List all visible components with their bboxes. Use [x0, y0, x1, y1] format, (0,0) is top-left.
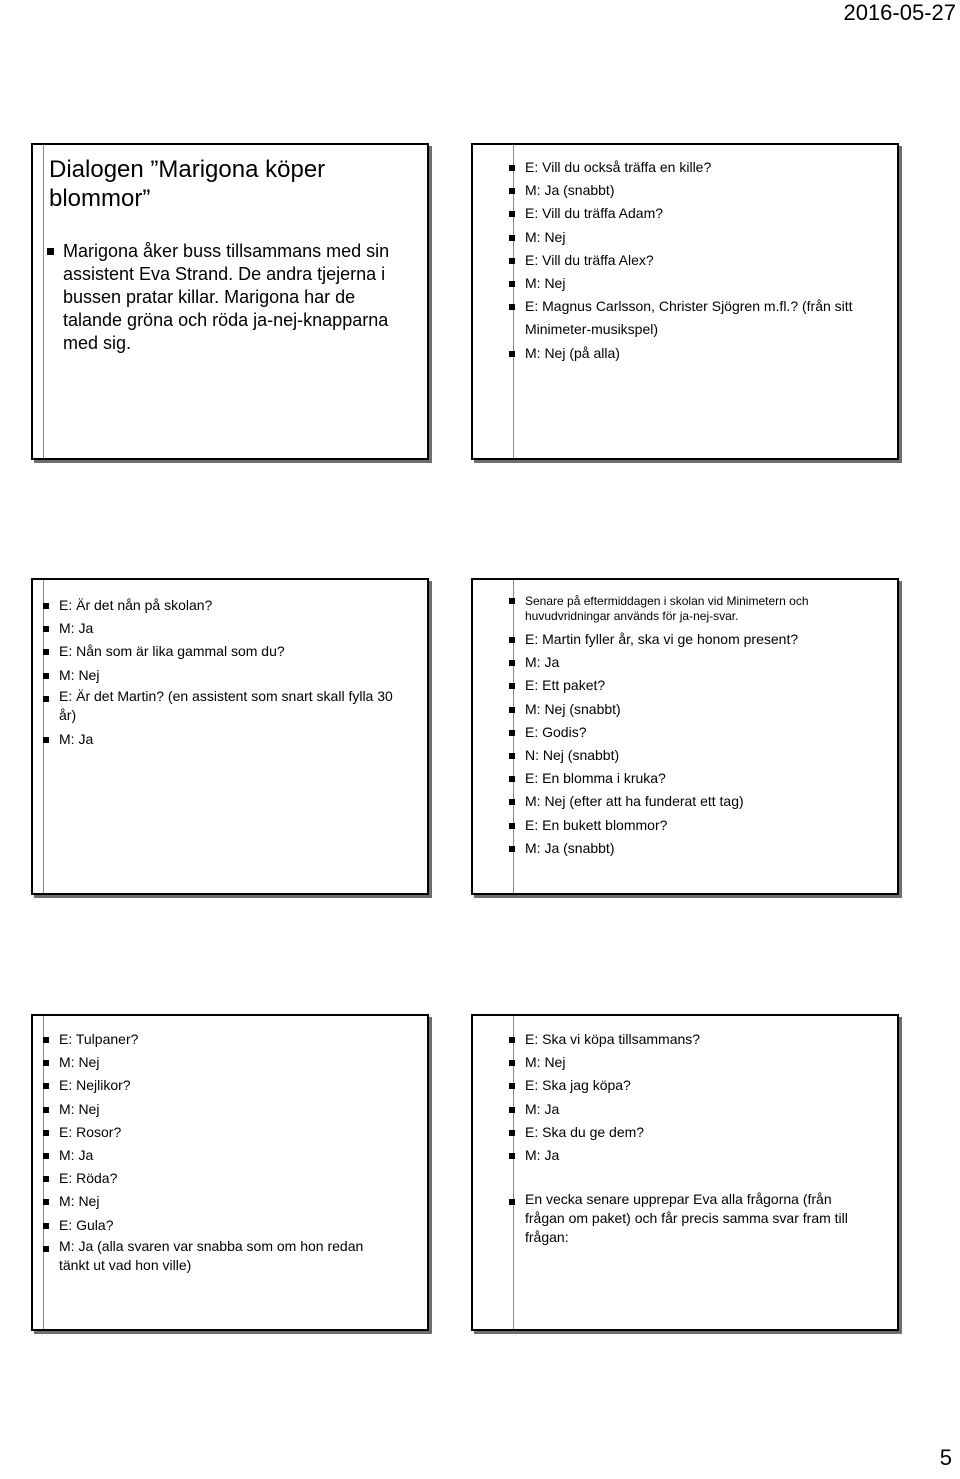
list-item: M: Ja (alla svaren var snabba som om hon redan tänkt ut vad hon ville): [43, 1237, 377, 1275]
list-item: M: Nej: [43, 1051, 377, 1074]
list-item: E: Nejlikor?: [43, 1074, 377, 1097]
bullet-icon: [509, 1037, 515, 1043]
bullet-icon: [509, 1107, 515, 1113]
list-item: M: Nej: [509, 226, 883, 249]
list-item: M: Nej: [509, 272, 883, 295]
list-item: M: Ja: [509, 1144, 857, 1167]
header-date: 2016-05-27: [843, 0, 956, 25]
list-item: E: Vill du träffa Adam?: [509, 202, 883, 225]
bullet-icon: [43, 1223, 49, 1229]
bullet-icon: [43, 603, 49, 609]
list-item: M: Ja (snabbt): [509, 837, 877, 860]
bullet-icon: [509, 211, 515, 217]
bullet-icon: [47, 248, 54, 255]
bullet-icon: [43, 1083, 49, 1089]
bullet-icon: [509, 598, 515, 604]
slide-title: Dialogen ”Marigona köper blommor”: [49, 156, 326, 212]
slide-2: [471, 143, 899, 460]
bullet-list: [509, 1028, 857, 1247]
page-number: 5: [939, 1445, 952, 1470]
list-item: E: Vill du också träffa en kille?: [509, 156, 883, 179]
list-item: N: Nej (snabbt): [509, 744, 877, 767]
list-item: E: Magnus Carlsson, Christer Sjögren m.fl.? (från sitt Minimeter-musikspel): [509, 295, 883, 341]
list-item: E: Gula?: [43, 1214, 377, 1237]
bullet-list: [47, 240, 413, 355]
slide-5: [31, 1014, 429, 1331]
list-item: M: Ja: [509, 1098, 857, 1121]
slide-4: [471, 578, 899, 895]
bullet-icon: [509, 753, 515, 759]
bullet-icon: [509, 188, 515, 194]
list-item: M: Ja: [509, 651, 877, 674]
bullet-icon: [509, 304, 515, 310]
bullet-icon: [509, 1060, 515, 1066]
bullet-icon: [43, 649, 49, 655]
list-item: E: Nån som är lika gammal som du?: [43, 640, 397, 663]
bullet-icon: [509, 165, 515, 171]
list-item: E: Ett paket?: [509, 674, 877, 697]
list-item: M: Ja: [43, 728, 397, 751]
list-item: E: Rosor?: [43, 1121, 377, 1144]
bullet-icon: [509, 637, 515, 643]
list-item: E: En bukett blommor?: [509, 814, 877, 837]
list-item: M: Ja: [43, 617, 397, 640]
list-item: E: Ska vi köpa tillsammans?: [509, 1028, 857, 1051]
list-item: E: Ska jag köpa?: [509, 1074, 857, 1097]
list-item: M: Nej: [43, 1098, 377, 1121]
bullet-list: [509, 156, 883, 365]
list-item: M: Nej: [43, 664, 397, 687]
bullet-icon: [43, 1153, 49, 1159]
list-item: E: En blomma i kruka?: [509, 767, 877, 790]
bullet-icon: [509, 281, 515, 287]
bullet-icon: [43, 696, 49, 702]
bullet-icon: [43, 1176, 49, 1182]
list-item: E: Är det nån på skolan?: [43, 594, 397, 617]
bullet-list: [43, 1028, 377, 1275]
bullet-icon: [43, 1060, 49, 1066]
slide-6: [471, 1014, 899, 1331]
bullet-icon: [43, 1130, 49, 1136]
bullet-icon: [43, 1246, 49, 1252]
list-item: M: Nej: [509, 1051, 857, 1074]
bullet-icon: [509, 799, 515, 805]
list-item: M: Ja (snabbt): [509, 179, 883, 202]
list-item: Senare på eftermiddagen i skolan vid Minimetern och huvudvridningar används för ja-nej-svar.: [509, 594, 877, 624]
bullet-icon: [509, 846, 515, 852]
bullet-icon: [509, 1199, 515, 1205]
bullet-icon: [43, 626, 49, 632]
slide-3: [31, 578, 429, 895]
bullet-list: [509, 594, 877, 860]
bullet-icon: [509, 823, 515, 829]
list-item: M: Nej (på alla): [509, 342, 883, 365]
bullet-icon: [43, 1199, 49, 1205]
list-item: E: Ska du ge dem?: [509, 1121, 857, 1144]
bullet-icon: [509, 258, 515, 264]
bullet-icon: [509, 776, 515, 782]
bullet-icon: [509, 683, 515, 689]
list-item: M: Nej: [43, 1190, 377, 1213]
list-item: M: Ja: [43, 1144, 377, 1167]
bullet-icon: [509, 1130, 515, 1136]
bullet-icon: [509, 660, 515, 666]
bullet-icon: [509, 1153, 515, 1159]
bullet-icon: [509, 707, 515, 713]
list-item: M: Nej (snabbt): [509, 698, 877, 721]
bullet-icon: [43, 1037, 49, 1043]
list-item: M: Nej (efter att ha funderat ett tag): [509, 790, 877, 813]
list-item: E: Martin fyller år, ska vi ge honom present?: [509, 628, 877, 651]
bullet-icon: [509, 1083, 515, 1089]
list-item: En vecka senare upprepar Eva alla frågorna (från frågan om paket) och får precis samma svar fram till frågan:: [509, 1190, 857, 1247]
bullet-icon: [509, 730, 515, 736]
slide-1: [31, 143, 429, 460]
list-item: E: Vill du träffa Alex?: [509, 249, 883, 272]
slide-margin-line: [43, 145, 44, 458]
bullet-icon: [43, 673, 49, 679]
list-item: Marigona åker buss tillsammans med sin assistent Eva Strand. De andra tjejerna i bussen pratar killar. Marigona har de talande gröna och röda ja-nej-knapparna med sig.: [47, 240, 413, 355]
list-item: E: Tulpaner?: [43, 1028, 377, 1051]
list-item: E: Godis?: [509, 721, 877, 744]
list-item: E: Röda?: [43, 1167, 377, 1190]
list-item: E: Är det Martin? (en assistent som snart skall fylla 30 år): [43, 687, 397, 725]
bullet-icon: [43, 1107, 49, 1113]
bullet-list: [43, 594, 397, 751]
bullet-icon: [509, 351, 515, 357]
bullet-icon: [43, 737, 49, 743]
bullet-icon: [509, 235, 515, 241]
